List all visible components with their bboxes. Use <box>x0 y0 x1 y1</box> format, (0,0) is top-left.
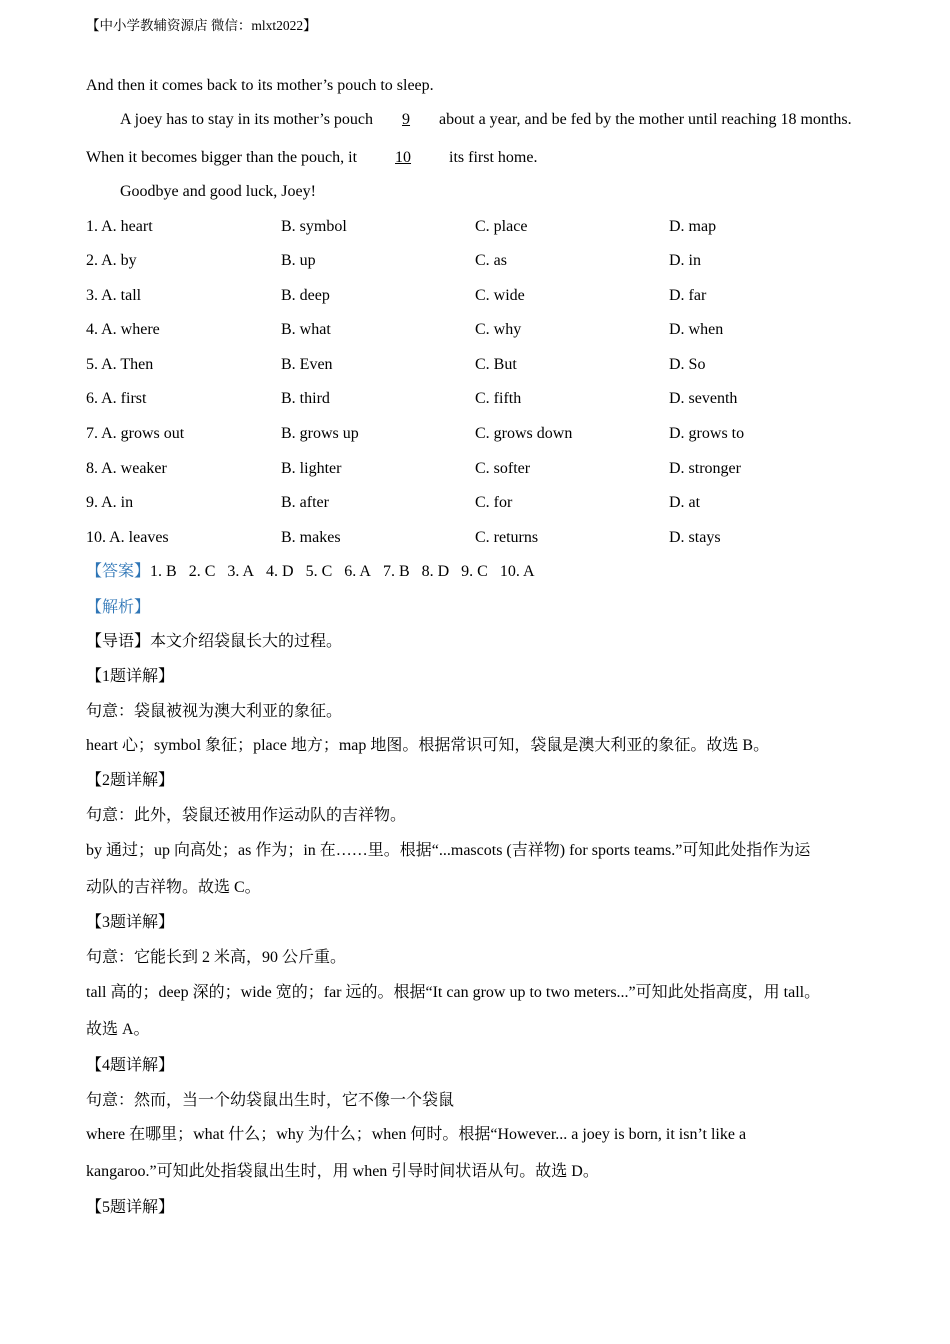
analysis-label: 【解析】 <box>86 599 151 616</box>
passage-line-3-text: When it becomes bigger than the pouch, it <box>86 149 362 166</box>
option-b: B. third <box>281 390 330 407</box>
answer-item: 10. A <box>499 563 535 580</box>
option-c: C. for <box>475 494 513 511</box>
answer-item: 8. D <box>421 563 450 580</box>
option-d: D. stays <box>669 529 721 546</box>
q4-detail-1: where 在哪里；what 什么；why 为什么；when 何时。根据“However... a joey is born, it isn’t like a <box>86 1126 747 1143</box>
passage-line-2-text: A joey has to stay in its mother’s pouch <box>120 111 378 128</box>
option-b: B. after <box>281 494 329 511</box>
analysis-intro: 【导语】本文介绍袋鼠长大的过程。 <box>86 633 343 650</box>
q4-meaning: 句意：然而，当一个幼袋鼠出生时，它不像一个袋鼠 <box>86 1092 455 1109</box>
option-c: C. softer <box>475 460 531 477</box>
option-row-2 <box>86 251 866 271</box>
option-c: C. wide <box>475 287 525 304</box>
option-row-9 <box>86 493 866 513</box>
answer-item: 3. A <box>227 563 255 580</box>
option-row-4 <box>86 320 866 340</box>
answer-item: 5. C <box>305 563 333 580</box>
q5-title: 【5题详解】 <box>86 1199 175 1216</box>
option-c: C. why <box>475 321 522 338</box>
option-d: D. seventh <box>669 390 738 407</box>
answer-item: 7. B <box>382 563 410 580</box>
option-row-8 <box>86 459 866 479</box>
option-b: B. lighter <box>281 460 342 477</box>
q3-detail-1: tall 高的；deep 深的；wide 宽的；far 远的。根据“It can grow up to two meters...”可知此处指高度，用 tall。 <box>86 984 821 1001</box>
answer-item: 2. C <box>188 563 216 580</box>
answer-item: 1. B <box>150 563 177 580</box>
option-d: D. grows to <box>669 425 745 442</box>
option-b: B. grows up <box>281 425 359 442</box>
option-d: D. when <box>669 321 724 338</box>
option-a: 2. A. by <box>86 252 137 269</box>
option-row-10 <box>86 528 866 548</box>
option-c: C. returns <box>475 529 539 546</box>
option-d: D. at <box>669 494 701 511</box>
option-a: 9. A. in <box>86 494 134 511</box>
answer-item: 9. C <box>461 563 488 580</box>
q2-detail-1: by 通过；up 向高处；as 作为；in 在……里。根据“...mascots (吉祥物) for sports teams.”可知此处指作为运 <box>86 842 811 859</box>
answer-label: 【答案】 <box>86 563 151 580</box>
option-row-5 <box>86 355 866 375</box>
option-a: 7. A. grows out <box>86 425 185 442</box>
option-row-1 <box>86 217 866 237</box>
passage-line-2 <box>120 110 852 130</box>
option-b: B. deep <box>281 287 330 304</box>
q2-detail-2: 动队的吉祥物。故选 C。 <box>86 879 261 896</box>
option-a: 3. A. tall <box>86 287 142 304</box>
passage-line-4: Goodbye and good luck, Joey! <box>120 183 316 200</box>
q4-title: 【4题详解】 <box>86 1057 175 1074</box>
option-a: 6. A. first <box>86 390 147 407</box>
option-c: C. fifth <box>475 390 522 407</box>
option-a: 4. A. where <box>86 321 160 338</box>
option-a: 8. A. weaker <box>86 460 167 477</box>
option-d: D. map <box>669 218 717 235</box>
answer-item: 6. A <box>344 563 371 580</box>
option-b: B. up <box>281 252 316 269</box>
option-a: 1. A. heart <box>86 218 153 235</box>
option-b: B. Even <box>281 356 333 373</box>
option-c: C. as <box>475 252 507 269</box>
option-a: 10. A. leaves <box>86 529 169 546</box>
answer-line <box>86 562 547 582</box>
option-a: 5. A. Then <box>86 356 154 373</box>
passage-line-3-text-end: its first home. <box>445 149 538 166</box>
option-b: B. symbol <box>281 218 347 235</box>
q2-title: 【2题详解】 <box>86 772 175 789</box>
blank-10: 10 <box>395 149 412 166</box>
q3-meaning: 句意：它能长到 2 米高，90 公斤重。 <box>86 949 347 966</box>
option-d: D. in <box>669 252 701 269</box>
q1-title: 【1题详解】 <box>86 668 175 685</box>
option-row-7 <box>86 424 866 444</box>
q3-detail-2: 故选 A。 <box>86 1021 150 1038</box>
blank-9: 9 <box>402 111 411 128</box>
option-d: D. So <box>669 356 706 373</box>
option-row-3 <box>86 286 866 306</box>
option-d: D. stronger <box>669 460 741 477</box>
q1-meaning: 句意：袋鼠被视为澳大利亚的象征。 <box>86 703 343 720</box>
q1-detail: heart 心；symbol 象征；place 地方；map 地图。根据常识可知，袋鼠是澳大利亚的象征。故选 B。 <box>86 737 770 754</box>
option-row-6 <box>86 389 866 409</box>
option-c: C. But <box>475 356 517 373</box>
q4-detail-2: kangaroo.”可知此处指袋鼠出生时，用 when 引导时间状语从句。故选 D。 <box>86 1163 599 1180</box>
option-b: B. makes <box>281 529 341 546</box>
passage-line-3 <box>86 148 537 168</box>
q3-title: 【3题详解】 <box>86 914 175 931</box>
option-b: B. what <box>281 321 331 338</box>
passage-line-2-text-end: about a year, and be fed by the mother until reaching 18 months. <box>435 111 852 128</box>
q2-meaning: 句意：此外，袋鼠还被用作运动队的吉祥物。 <box>86 807 407 824</box>
page-header: 【中小学教辅资源店 微信：mlxt2022】 <box>86 18 317 33</box>
option-d: D. far <box>669 287 707 304</box>
option-c: C. place <box>475 218 528 235</box>
answer-item: 4. D <box>266 563 294 580</box>
passage-line-1: And then it comes back to its mother’s pouch to sleep. <box>86 77 434 94</box>
option-c: C. grows down <box>475 425 573 442</box>
